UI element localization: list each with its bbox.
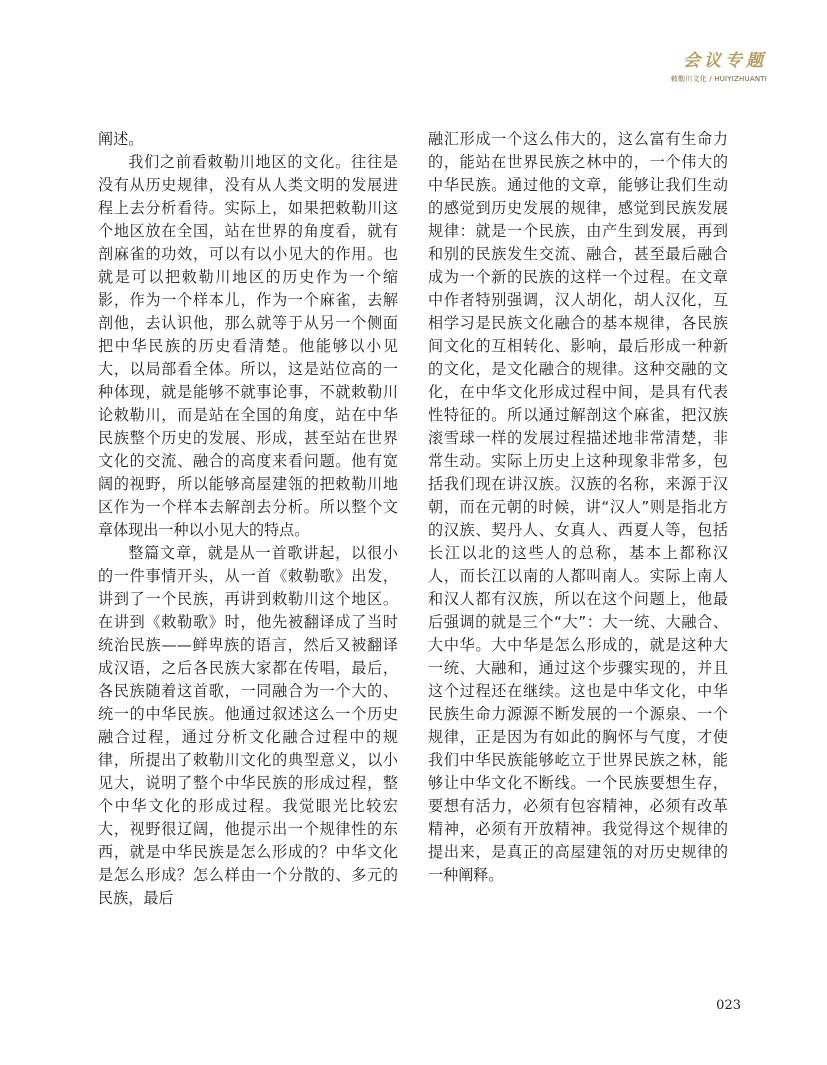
- left-text-column: [98, 128, 398, 910]
- paragraph: 我们之前看敕勒川地区的文化。往往是没有从历史规律，没有从人类文明的发展进程上去分析看待。实际上，如果把敕勒川这个地区放在全国，站在世界的角度看，就有剖麻雀的功效，可以有以小见大的作用。也就是可以把敕勒川地区的历史作为一个缩影，作为一个样本儿，作为一个麻雀，去解剖他，去认识他，那么就等于从另一个侧面把中华民族的历史看清楚。他能够以小见大，以局部看全体。所以，这是站位高的一种体现，就是能够不就事论事，不就敕勒川论敕勒川，而是站在全国的角度，站在中华民族整个历史的发展、形成，甚至站在世界文化的交流、融合的高度来看问题。他有宽阔的视野，所以能够高屋建瓴的把敕勒川地区作为一个样本去解剖去分析。所以整个文章体现出一种以小见大的特点。: [98, 153, 398, 539]
- section-subtitle: 敕勒川文化 / HUIYIZHUANTI: [670, 75, 767, 83]
- page-number: 023: [716, 998, 741, 1013]
- paragraph: 阐述。: [98, 130, 144, 148]
- right-text-column: [428, 128, 728, 887]
- page-header: [671, 50, 767, 84]
- section-title: 会议专题: [683, 51, 767, 71]
- paragraph: 融汇形成一个这么伟大的，这么富有生命力的，能站在世界民族之林中的，一个伟大的中华民族。通过他的文章，能够让我们生动的感觉到历史发展的规律，感觉到民族发展规律：就是一个民族，由产生到发展，再到和别的民族发生交流、融合，甚至最后融合成为一个新的民族的这样一个过程。在文章中作者特别强调，汉人胡化，胡人汉化，互相学习是民族文化融合的基本规律，各民族间文化的互相转化、影响，最后形成一种新的文化，是文化融合的规律。这种交融的文化，在中华文化形成过程中间，是具有代表性特征的。所以通过解剖这个麻雀，把汉族滚雪球一样的发展过程描述地非常清楚，非常生动。实际上历史上这种现象非常多，包括我们现在讲汉族。汉族的名称，来源于汉朝，而在元朝的时候，讲“汉人”则是指北方的汉族、契丹人、女真人、西夏人等，包括长江以北的这些人的总称，基本上都称汉人，而长江以南的人都叫南人。实际上南人和汉人都有汉族，所以在这个问题上，他最后强调的就是三个“大”：大一统、大融合、大中华。大中华是怎么形成的，就是这种大一统、大融和，通过这个步骤实现的，并且这个过程还在继续。这也是中华文化，中华民族生命力源源不断发展的一个源泉、一个规律，正是因为有如此的胸怀与气度，才使我们中华民族能够屹立于世界民族之林，能够让中华文化不断线。一个民族要想生存，要想有活力，必须有包容精神，必须有改革精神，必须有开放精神。我觉得这个规律的提出来，是真正的高屋建瓴的对历史规律的一种阐释。: [428, 130, 728, 884]
- paragraph: 整篇文章，就是从一首歌讲起，以很小的一件事情开头，从一首《敕勒歌》出发，讲到了一个民族，再讲到敕勒川这个地区。在讲到《敕勒歌》时，他先被翻译成了当时统治民族——鲜卑族的语言，然后又被翻译成汉语，之后各民族大家都在传唱，最后，各民族随着这首歌，一同融合为一个大的、统一的中华民族。他通过叙述这么一个历史融合过程，通过分析文化融合过程中的规律，所提出了敕勒川文化的典型意义，以小见大，说明了整个中华民族的形成过程，整个中华文化的形成过程。我觉眼光比较宏大，视野很辽阔，他提示出一个规律性的东西，就是中华民族是怎么形成的？中华文化是怎么形成？怎么样由一个分散的、多元的民族，最后: [98, 544, 398, 907]
